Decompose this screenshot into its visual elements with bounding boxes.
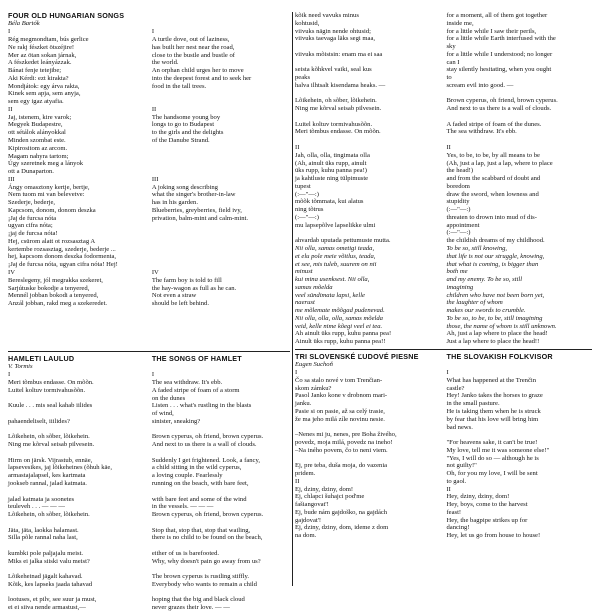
text-line: Ej, dziny, dziny, dom! (295, 485, 354, 493)
text-line: Luitel koltuv tormivahusõõn. (8, 386, 86, 394)
text-line: Bánat fenje tetejibe; (8, 67, 62, 75)
text-line (295, 113, 441, 121)
text-line: Kinek sem apja, sem anyja, (8, 90, 81, 98)
section-divider-right (295, 349, 592, 350)
text-line: Luitel koltuv tormivahusõõn. (295, 120, 373, 128)
text-line: Nem tuom mi van belevetve: (8, 191, 85, 199)
text-line: on the dunes (151, 394, 186, 402)
text-line: for a little while I understood; no longer (446, 50, 553, 58)
text-line: Pasie si on pasie, až sa celý trasie, (295, 408, 385, 415)
text-line: kertembe rozsasztag, szederje, bederje ... (8, 245, 116, 253)
text-line: and my enemy. To be so, still (446, 276, 523, 284)
text-line: III (151, 175, 159, 183)
text-line: sem egy igaz atyafia. (8, 98, 64, 106)
text-line: ei ei siiva nende armastust,— (8, 604, 86, 612)
text-line: na dom. (295, 532, 317, 540)
text-line: that life is not our struggle, knowing, (446, 252, 545, 260)
text-line (295, 229, 441, 237)
text-line: Ángy omasztony kertje, bertje, (8, 183, 90, 191)
text-line: What has happened at the Trenčin (446, 376, 537, 384)
text-line: tupest (295, 182, 311, 190)
text-line: Listen . . . what's rustling in the blasts (151, 402, 252, 410)
hungarian-author: Béla Bartók (8, 20, 40, 28)
text-line (152, 589, 290, 597)
text-line: Ah ainult üks rupp, kuhu panna pea! (295, 330, 392, 338)
text-line: A faded stripe of foam of a storm (151, 386, 240, 394)
text-line: III (8, 175, 15, 183)
text-line: Lõikehein, oh sõber, lõikehein. (8, 433, 90, 441)
text-line: Blueberries, greyberries, field ivy, (151, 206, 242, 214)
text-line (8, 488, 146, 496)
text-line (295, 136, 441, 144)
text-line: Oh, for you my love, I will be sent (446, 470, 538, 478)
text-line: the laughter of whom (446, 299, 503, 307)
text-line: jookseb rannal, jalad katmata. (8, 479, 87, 487)
right-column (295, 12, 592, 540)
text-line: mu lapsepõlve lapselikke ulmi (295, 221, 376, 229)
text-line: seista kõhkvel vaiki, seal kus (295, 66, 372, 74)
text-line: longs to go to Budapest (151, 121, 215, 129)
text-line (8, 426, 146, 434)
text-line: (:—"—:) (295, 190, 319, 198)
text-line: hej, kapcsom donom deszka fodormenta, (8, 253, 117, 261)
text-line: et see, mis tuleb, suurem on nii (295, 260, 377, 268)
text-line: And next to us there is a wall of clouds. (446, 105, 552, 113)
text-line: Silla põle rannal naha last, (8, 534, 78, 542)
text-line: II (446, 144, 451, 152)
text-line: veel sündimata lapsi, kelle (295, 291, 365, 299)
text-line: to (446, 74, 452, 82)
text-line: privation, balm-mint and calm-mint. (151, 214, 248, 222)
text-line: boredom (446, 182, 470, 190)
text-line: Kõik, kes lapseks jaada tahavad (8, 580, 93, 588)
text-line: into the deepest forest and to seek her (151, 74, 252, 82)
text-line: Not even a straw (151, 292, 197, 300)
text-line (152, 98, 290, 106)
text-line: feast! (446, 508, 462, 516)
text-line: He is taking them when he is struck (446, 408, 541, 415)
text-line: Anzál jobban, rakd meg a szekeredet. (8, 300, 108, 308)
text-line: kui mina usenksest. Nii olla, (295, 276, 370, 284)
text-line (152, 90, 290, 98)
text-line: Jaj, istenem, kire varok; (8, 113, 72, 121)
hamlet-english-title: THE SONGS OF HAMLET (151, 354, 242, 363)
slovak-title: TRI SLOVENSKÉ ĽUDOVÉ PIESNE (295, 351, 419, 361)
text-line: Brown cyperus, oh friend, brown cyperus. (151, 433, 264, 441)
text-line: Megyek Budapestre, (8, 121, 63, 129)
text-line: Hey, boys, come to the harvest (446, 501, 528, 509)
text-line (152, 488, 290, 496)
text-line (295, 424, 441, 432)
text-line: Lõikeheinad jägalt kahavad. (8, 573, 83, 581)
text-line (152, 261, 290, 269)
text-line: pridem. (295, 470, 316, 478)
text-line: Meri tõmbus endasse. On mõõn. (8, 379, 94, 387)
text-line (152, 145, 290, 153)
text-line: to the girls and the delights (151, 129, 224, 137)
text-line: Mennél jobban bokodi a tenyered, (8, 292, 99, 300)
text-line (152, 426, 290, 434)
text-line: Lõikehein, oh sõber, lõikehein. (295, 97, 377, 105)
text-line (295, 455, 441, 463)
text-line: sinister, sneaking? (151, 417, 201, 425)
text-line: children who have not been born yet, (446, 291, 545, 299)
text-line: imagining (446, 283, 474, 291)
text-line: I (151, 28, 155, 36)
text-line: viivuks taevaga läks segi maa, (295, 35, 376, 43)
text-line: scream evil into good. — (446, 81, 514, 89)
text-line: sky (446, 43, 456, 51)
text-line: Čo sa stalo nové v tom Trenčian- (295, 376, 383, 384)
text-line: Yes, to be, to be, by all means to be (446, 151, 540, 159)
text-line (446, 431, 592, 439)
text-line: Lõikehein, oh sõber, lõikehein. (8, 511, 90, 519)
text-line (8, 519, 146, 527)
text-line: ott sétálok alányokkal (8, 129, 66, 137)
text-line (8, 565, 146, 573)
text-line: janku. (295, 400, 312, 408)
text-line: both me (446, 268, 468, 276)
text-line: II (295, 144, 300, 152)
text-line: the hay-wagon as full as he can. (151, 284, 237, 292)
text-line: Úgy szeretnek meg a lányok (8, 160, 84, 168)
text-line: IV (8, 268, 15, 276)
text-line: hoping that the big and black cloud (151, 596, 245, 604)
text-line: that what is coming, is bigger than (446, 260, 539, 268)
text-line (8, 542, 146, 550)
text-line: never grazes their love. — — (151, 604, 230, 612)
text-line: mõõk tõmmata, kui alatus (295, 198, 364, 206)
text-line: me mõlemate mõõgad pudenevad. (295, 307, 385, 315)
text-line: Hej, csürom alatt ot rozsasztag A (8, 237, 96, 245)
text-line: "For heavens sake, it can't be true! (446, 439, 538, 447)
hamlet-original-text (8, 371, 146, 612)
text-line: kõik need vavuks minus (295, 12, 359, 19)
hungarian-original-text (8, 28, 146, 308)
text-line: bad news. (446, 423, 473, 431)
text-line: –Nenes mi ju, nenes, pre Boha živého, (295, 431, 397, 439)
text-line: ning tõtrus (295, 206, 324, 214)
text-line: I (295, 369, 298, 377)
text-line: Why, why doesn't pain go away from us? (151, 557, 261, 565)
text-line: Ej, pre teba, duša moja, do vazenia (295, 462, 388, 470)
text-line: for a little while Earth interfused with the (446, 35, 556, 43)
text-line: Ej, dziny, dziny, dom, ideme z dom (295, 524, 389, 532)
text-line: Ej, bude nám gajdoško, na gajdách (295, 508, 388, 516)
slovak-author: Eugen Suchoň (295, 361, 333, 369)
text-line: a child sitting in the wild cyperus, (151, 464, 242, 472)
text-line: The brown cyperus is rustling stiffly. (151, 573, 250, 581)
text-line: jalad katmata ja soonetes (8, 495, 75, 503)
text-line: üks rupp, kuhu panna pea!) (295, 167, 367, 175)
text-line: et elu pole meie võitlus, teada, (295, 252, 376, 260)
text-line: castle? (446, 384, 465, 392)
text-line: Brown cyperus, oh friend, brown cyperus. (446, 97, 558, 105)
text-line: Hey, the bagpipe strikes up for (446, 516, 528, 524)
text-line: appointment (446, 221, 480, 229)
text-line: lootuses, et pilv, see suur ja must, (8, 596, 97, 604)
text-line: Szederje, bederje, (8, 199, 56, 207)
text-line (295, 90, 441, 98)
slovak-section (295, 353, 592, 540)
text-line: halva ilhtsalt kisendama heaks. — (295, 81, 386, 89)
text-line: and from the scabbard of doubt and (446, 175, 541, 183)
text-line: II (151, 105, 157, 113)
text-line: The handsome young boy (151, 113, 221, 121)
text-line: ahvardab uputada pettumuste mutta. (295, 237, 391, 245)
text-line: fašiangovat'! (295, 501, 329, 509)
text-line: Hey, dziny, dziny, dom! (446, 493, 510, 501)
text-line (8, 449, 146, 457)
text-line (152, 168, 290, 176)
text-line: should be left behind. (151, 300, 209, 308)
refrain-original (295, 245, 441, 330)
text-line: armastajalapsel, kes kartmata (8, 472, 86, 480)
text-line: those, the name of whom is still unknown. (446, 322, 557, 330)
text-line: –Na iného povem, čo to neni viem. (295, 446, 388, 454)
text-line: inside me, (446, 19, 474, 27)
left-column (8, 12, 290, 612)
text-line (152, 222, 290, 230)
text-line (152, 238, 290, 246)
ending-translation (446, 330, 592, 346)
text-line: viivuks mõistsin: enam ma ei saa (295, 50, 383, 58)
text-line: Jäta, jäta, laokka halamast. (8, 526, 79, 534)
text-line: threaten to drown into mud of dis- (446, 213, 537, 221)
text-line (295, 43, 441, 51)
slovak-translation-text (446, 369, 592, 540)
text-line: Nii olla, olla, olla, samas mõelda (295, 314, 383, 322)
text-line: Just a lap where to place the head!! (446, 338, 540, 346)
text-line: Sarjútuske bokodje a tenyered, (8, 284, 90, 292)
text-line: the childish dreams of my childhood. (446, 237, 545, 245)
text-line: Ning me kõrval seisab pilvesein. (295, 105, 382, 113)
text-line (295, 59, 441, 67)
text-line: Miks ei jalka siiski valu meist? (8, 557, 90, 565)
text-line: in the small pasture. (446, 400, 500, 408)
text-line: stupidity (446, 198, 470, 206)
text-line: dancing! (446, 524, 470, 532)
text-line (152, 153, 290, 161)
text-line: Suddenly I get frightened. Look, a fancy, (151, 456, 260, 464)
text-line (446, 113, 592, 121)
text-line (8, 589, 146, 597)
booklet-page (8, 11, 592, 612)
text-line: II (295, 477, 300, 485)
hungarian-title: FOUR OLD HUNGARIAN SONGS (8, 11, 125, 20)
text-line: (:—"—:) (295, 213, 319, 221)
text-line: naerust (295, 299, 315, 307)
text-line: I (8, 371, 11, 379)
text-line: Stop that, stop that, stop that wailing, (151, 526, 251, 534)
text-line: A faded stripe of foam of the dunes. (446, 120, 542, 128)
text-line: peaks (295, 74, 311, 82)
text-line: Kuule . . . mis seal kahab iilides (8, 402, 93, 410)
text-line: Rég megmondtam, bús gerlice (8, 36, 89, 44)
text-line: (Ah, ainult üks rupp, ainult (295, 159, 367, 167)
text-line: has built her nest near the road, (151, 43, 235, 51)
text-line: Nii olla, samas ometigi teada, (295, 244, 375, 252)
text-line (8, 395, 146, 403)
text-line (152, 565, 290, 573)
text-line: can I (446, 58, 460, 66)
text-line: with bare feet and some of the wind (151, 495, 247, 503)
text-line: Ainult üks rupp, kuhu panna pea!! (295, 338, 386, 346)
text-line: for a little while I saw their perils, (446, 27, 537, 35)
text-line: pahaendeliselt, iiilides? (8, 417, 70, 425)
text-line: Mondjátok: egy árva rakta, (8, 82, 80, 90)
text-line: what the singer's brother-in-law (151, 191, 236, 199)
text-line: I (151, 371, 155, 379)
text-line: samas mõelda (295, 283, 333, 291)
text-line: veid, kelle nime kõegi veel ei tea. (295, 322, 383, 330)
text-line: the world. (151, 59, 179, 67)
text-line: Bereslegeny, jól megrakka szekeret, (8, 276, 103, 284)
text-line (446, 90, 592, 98)
text-line (152, 230, 290, 238)
text-line: makes our swords to crumble. (446, 307, 526, 315)
text-line: II (8, 105, 13, 113)
text-line: ¡Jaj de furcsa nóta, ugyan cifra nóta! Hej! (8, 261, 118, 269)
hamlet-section (8, 355, 290, 612)
text-line: Brown cyperus, oh friend, brown cyperus. (151, 511, 264, 519)
text-line: Kapcsom, donom, donom deszka (8, 206, 96, 214)
text-line: Kipirositom az arcom. (8, 144, 68, 152)
text-line: gajdovat'! (295, 516, 322, 524)
text-line: either of us is barefooted. (151, 549, 220, 557)
text-line: ja kahtluste ning tülpimuste (295, 175, 369, 183)
text-line: povedz, moja milá, povedz na ineho! (295, 439, 393, 447)
text-line: minust (295, 268, 313, 276)
text-line: Ne rakj fészket ötszéjire! (8, 43, 75, 51)
text-line: to gaol. (446, 477, 467, 485)
section-divider (8, 351, 290, 352)
text-line: ¡jaj de furcsa nóta! (8, 230, 58, 238)
hungarian-section (8, 12, 290, 348)
hungarian-translation-text (152, 28, 290, 308)
hamlet-author: V. Tormis (8, 363, 33, 371)
text-line: in the vessels. — — — (151, 503, 214, 511)
slovak-english-title: THE SLOVAKISH FOLKVISOR (446, 351, 553, 361)
text-line: (:—"—:) (446, 229, 471, 237)
text-line: skom zámku? (295, 384, 332, 392)
text-line: food in the tall trees. (151, 82, 207, 90)
text-line (152, 160, 290, 168)
text-line (152, 246, 290, 254)
hamlet-continued-translation (446, 12, 592, 245)
text-line: The sea withdraw. It's ebb. (151, 379, 223, 387)
text-line: Hey! Janko takes the horses to graze (446, 392, 543, 400)
text-line: Meri tõmbus endasse. On mõõn. (295, 128, 381, 136)
hamlet-title: HAMLETI LAULUD (8, 354, 75, 363)
text-line: of the Danube Strand. (151, 136, 210, 144)
text-line (152, 542, 290, 550)
text-line: the head!) (446, 167, 474, 175)
text-line: Pasol Janko kone v drobnom mari- (295, 392, 388, 400)
hamlet-translation-text (152, 371, 290, 612)
text-line: kohtusid, (295, 19, 320, 27)
text-line: Ah, just a lap where to place the head! (446, 330, 548, 338)
text-line: IV (151, 268, 159, 276)
text-line: To be so, still knowing, (446, 244, 508, 252)
text-line: a loving couple. Fearlessly (151, 472, 223, 480)
text-line: (Ah, just a lap, just a lap, where to place (446, 159, 553, 167)
text-line: of wind, (151, 410, 174, 418)
text-line (8, 410, 146, 418)
text-line: My love, tell me it was someone else!" (446, 446, 550, 454)
text-line: teuleveh . . . — — — (8, 503, 65, 511)
text-line: Ning me kõrval seisab pilvesein. (8, 441, 95, 449)
text-line: Everybody who wants to remain a child (151, 580, 257, 588)
text-line: by fear that his love will bring him (446, 415, 539, 423)
text-line: An orphan child urges her to move (151, 67, 244, 75)
text-line: To be so, to be, to be, still imagining (446, 314, 543, 322)
text-line: there is no child to be found on the beach, (151, 534, 263, 542)
text-line: stay silently hesitating, when you ought (446, 66, 552, 74)
text-line: A fészkedet leányázzak. (8, 59, 72, 67)
text-line: running on the beach, with bare feet, (151, 479, 249, 487)
text-line: Minden szombat este. (8, 136, 66, 144)
text-line: Jah, olla, olla, tingimata olla (295, 151, 370, 159)
text-line: (:—"—:) (446, 206, 471, 214)
text-line: Hirm on järsk. Vijrastub, ennäe, (8, 456, 93, 464)
text-line (152, 253, 290, 261)
text-line: "Yes, I will do so — although he is (446, 454, 539, 462)
slovak-original-text (295, 369, 441, 540)
text-line: not guilty!" (446, 462, 477, 470)
text-line: Hey, let us go from house to house! (446, 532, 541, 540)
text-line: lapsevesikes, jaj lõikeheines (õhuh käe, (8, 464, 113, 472)
text-line: ¡Jaj de furcsa nóta (8, 214, 57, 222)
text-line: že ma jeho milá zíle novinu nesie. (295, 415, 385, 423)
text-line: I (446, 369, 449, 377)
text-line: A joking song describing (151, 183, 218, 191)
text-line (152, 449, 290, 457)
column-divider (292, 12, 293, 586)
ending-original (295, 330, 441, 346)
text-line: viivuks nägin nende ohtusid; (295, 27, 372, 35)
hamlet-continued-original (295, 12, 441, 245)
text-line: Aki Kérdi: ezt kirakta? (8, 74, 69, 82)
text-line: Magam nahyra tartom; (8, 152, 69, 160)
refrain-translation (446, 245, 592, 330)
text-line: The farm boy is told to fill (151, 276, 222, 284)
text-line: ott a Dunaparton. (8, 168, 54, 176)
text-line (152, 519, 290, 527)
text-line: close to the bustle and bustle of (151, 51, 235, 59)
text-line: kumbki pole paljajalu meist. (8, 549, 84, 557)
text-line: The sea withdraw. It's ebb. (446, 128, 517, 136)
text-line: I (8, 28, 11, 36)
text-line: for a moment, all of them got together (446, 12, 548, 19)
text-line: ugyan cifra nóta; (8, 222, 53, 230)
text-line: Ej, chlapci šuhajci pod'me (295, 493, 365, 501)
text-line: Mer az ötan sokan járnak, (8, 51, 77, 59)
text-line: II (446, 485, 451, 493)
text-line (446, 136, 592, 144)
text-line: draw the sword, when lowness and (446, 190, 539, 198)
text-line: And next to us there is a wall of clouds. (151, 441, 257, 449)
text-line: A turtle dove, out of laziness, (151, 36, 230, 44)
text-line: has in his garden. (151, 199, 198, 207)
